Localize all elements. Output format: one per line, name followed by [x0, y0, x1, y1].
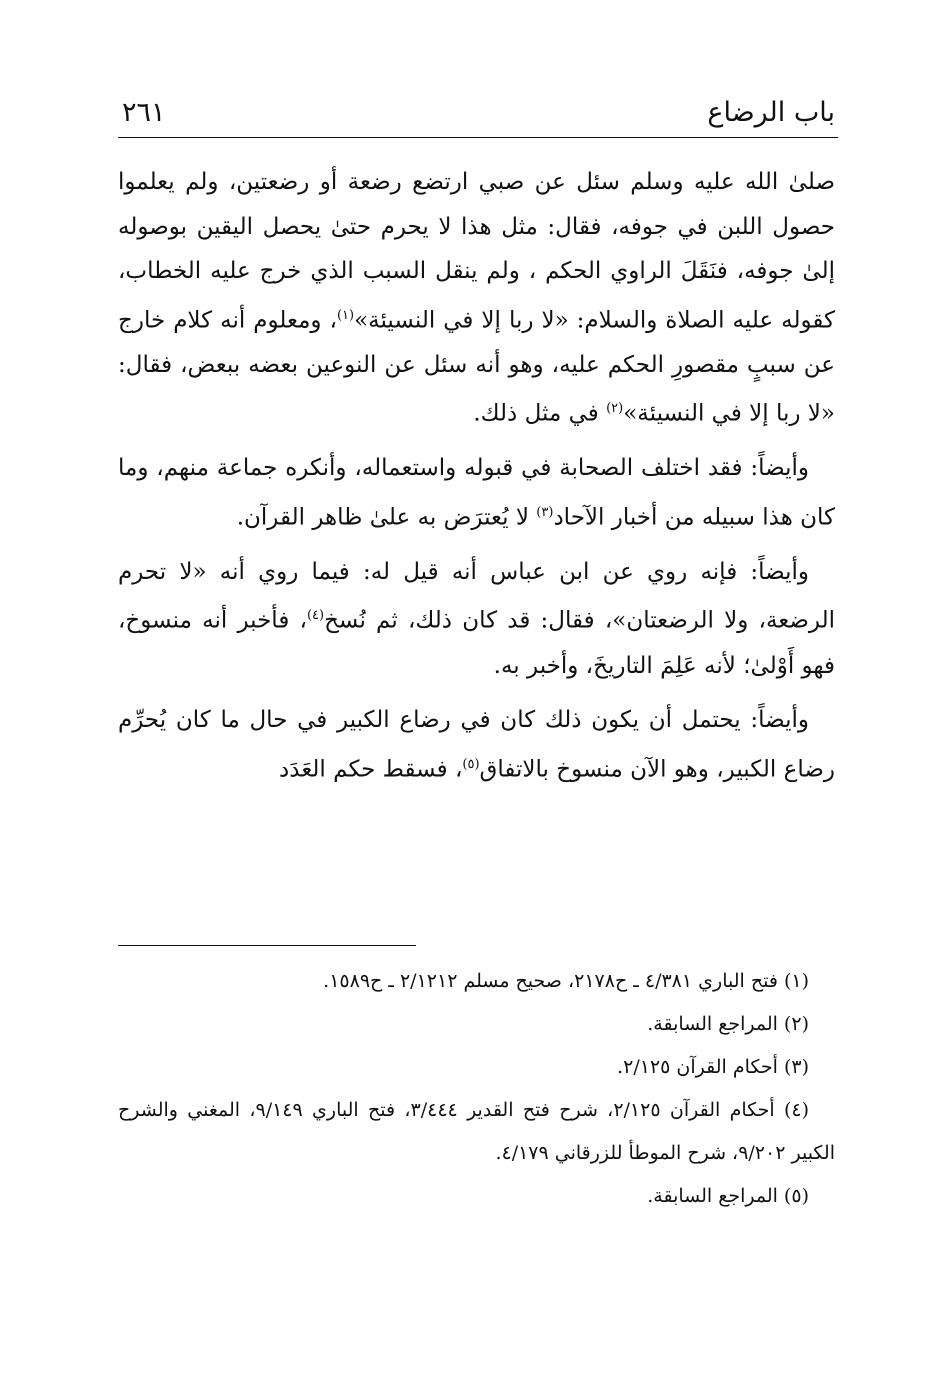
footnote-ref: (٣) [536, 504, 554, 520]
paragraph-text: وأيضاً: فقد اختلف الصحابة في قبوله واستعماله، وأنكره جماعة منهم، وما كان هذا سبيله من أخبار الآحاد [118, 455, 835, 531]
paragraph [118, 698, 835, 792]
footnote-ref: (٤) [306, 608, 325, 624]
paragraph-text: وأيضاً: يحتمل أن يكون ذلك كان في رضاع الكبير في حال ما كان يُحرِّم رضاع الكبير، وهو الآن منسوخ بالاتفاق [118, 707, 835, 783]
paragraph-text: وأيضاً: فإنه روي عن ابن عباس أنه قيل له: فيما روي أنه «لا تحرم الرضعة، ولا الرضعتان»، فقال: قد كان ذلك، ثم نُسخ [118, 558, 835, 635]
paragraph [118, 446, 835, 540]
footnote-item: (٤) أحكام القرآن ٢/١٢٥، شرح فتح القدير ٣/٤٤٤، فتح الباري ٩/١٤٩، المغني والشرح الكبير ٩/٢٠٢، شرح الموطأ للزرقاني ٤/١٧٩. [118, 1099, 835, 1164]
footnotes [118, 960, 835, 1218]
main-text [118, 160, 835, 802]
paragraph-text: صلىٰ الله عليه وسلم سئل عن صبي ارتضع رضعة أو رضعتين، ولم يعلموا حصول اللبن في جوفه، فقال: مثل هذا لا يحرم حتىٰ يحصل اليقين بوصوله إلىٰ جوفه، فنَقَلَ الراوي الحكم ، ولم ينقل السبب الذي خرج عليه الخطاب، كقوله عليه الصلاة والسلام: «لا ربا إلا في النسيئة» [118, 169, 835, 334]
chapter-title: باب الرضاع [707, 97, 835, 128]
paragraph-text: ، ومعلوم أنه كلام خارج عن سببٍ مقصورِ الحكم عليه، وهو أنه سئل عن النوعين بعضه ببعض، فقال: «لا ربا إلا في النسيئة» [118, 307, 835, 427]
paragraph-text: لا يُعترَض به علىٰ ظاهر القرآن. [236, 504, 537, 531]
paragraph [118, 160, 835, 436]
paragraph-text: ، فأخبر أنه منسوخ، فهو أَوْلىٰ؛ لأنه عَلِمَ التاريخَ، وأخبر به. [118, 608, 835, 679]
footnote-ref: (٥) [462, 756, 480, 772]
paragraph-text: في مثل ذلك. [473, 400, 607, 427]
footnote-ref: (١) [336, 307, 355, 323]
footnote-item: (٣) أحكام القرآن ٢/١٢٥. [617, 1056, 809, 1078]
header-divider [118, 137, 838, 138]
page-number: ٢٦١ [122, 97, 166, 128]
running-header [122, 90, 835, 136]
footnote-item: (١) فتح الباري ٤/٣٨١ ـ ح٢١٧٨، صحيح مسلم ٢/١٢١٢ ـ ح١٥٨٩. [323, 970, 809, 992]
footnote-item: (٢) المراجع السابقة. [647, 1013, 809, 1035]
footnote-item: (٥) المراجع السابقة. [647, 1185, 809, 1207]
footnote-divider [118, 945, 416, 946]
paragraph-text: ، فسقط حكم العَدَد [279, 756, 463, 783]
footnote-ref: (٢) [606, 401, 624, 417]
paragraph [118, 550, 835, 688]
